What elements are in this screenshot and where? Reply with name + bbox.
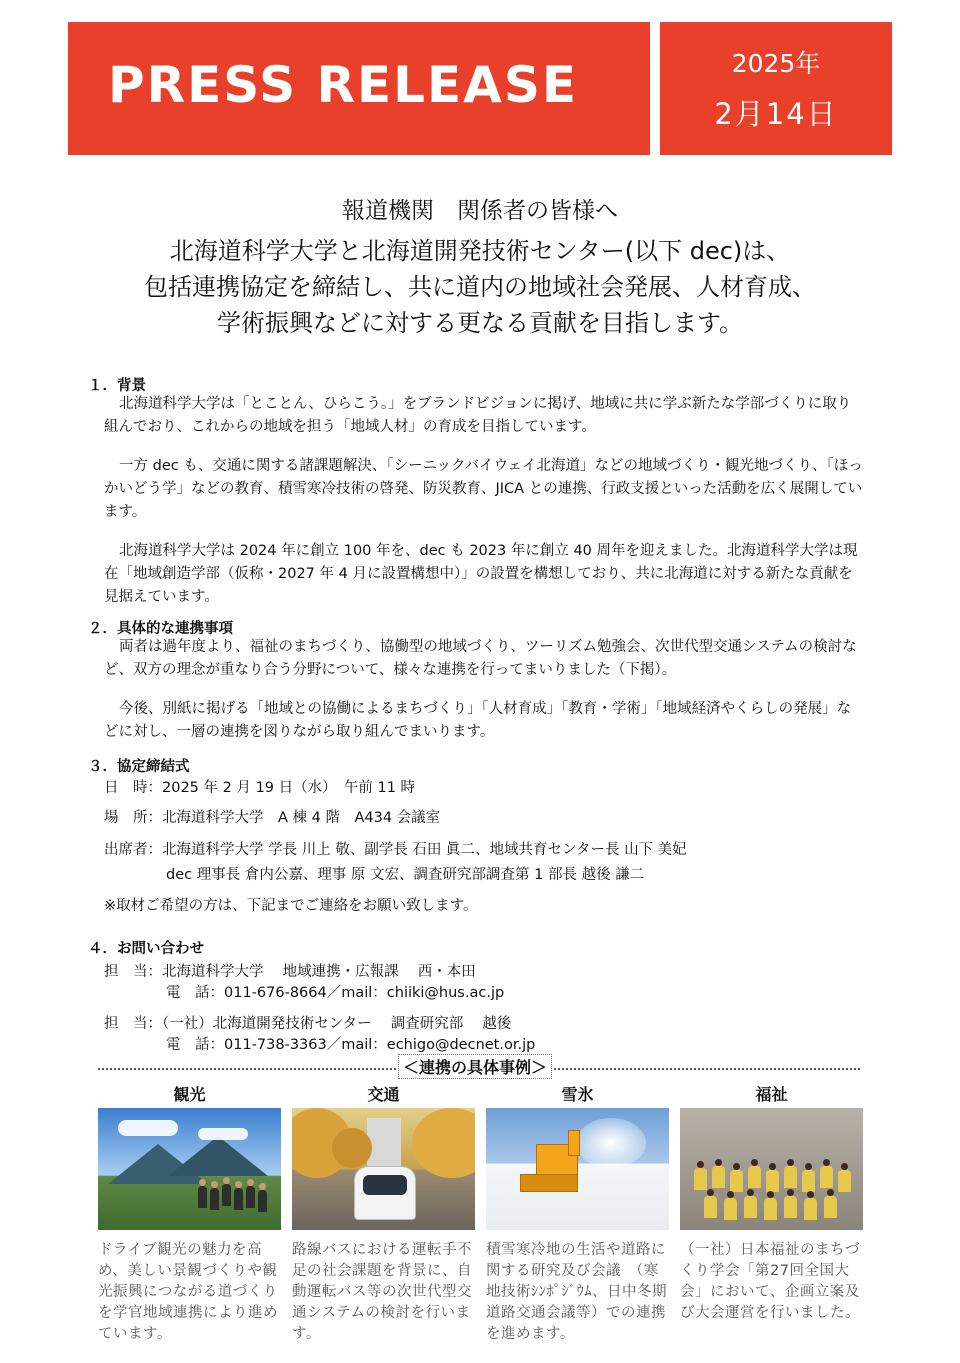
contact-2-person: 担 当：（一社）北海道開発技術センター 調査研究部 越後: [104, 1016, 512, 1032]
background-paragraph-2: 一方 dec も、交通に関する諸課題解決、「シーニックバイウェイ北海道」などの地域づくり・観光地づくり、「ほっかいどう学」などの教育、積雪寒冷技術の啓発、防災教育、JICA との連携、行政支援といった活動を広く展開しています。: [104, 458, 863, 520]
background-paragraph-1: 北海道科学大学は「とことん、ひらこう。」をブランドビジョンに掲げ、地域に共に学ぶ新たな学部づくりに取り組んでおり、これからの地域を担う「地域人材」の育成を目指しています。: [104, 396, 852, 435]
headline: [0, 233, 960, 341]
section-ceremony-title: ３．協定締結式: [88, 759, 190, 775]
example-snow-ice-title: 雪氷: [561, 1085, 594, 1104]
salutation: 報道機関 関係者の皆様へ: [342, 198, 618, 224]
press-release-title: PRESS RELEASE: [108, 56, 579, 114]
example-transport-text: 路線バスにおける運転手不足の社会課題を背景に、自動運転バス等の次世代型交通システムの検討を行います。: [292, 1242, 472, 1342]
example-tourism-text: ドライブ観光の魅力を高め、美しい景観づくりや観光振興につながる道づくりを学官地域連携により進めています。: [98, 1242, 278, 1342]
example-tourism-title: 観光: [173, 1085, 206, 1104]
cooperation-paragraph-1: 両者は過年度より、福祉のまちづくり、協働型の地域づくり、ツーリズム勉強会、次世代型交通システムの検討など、双方の理念が重なり合う分野について、様々な連携を行ってまいりました（下掲）。: [104, 639, 857, 678]
ceremony-attendees-2: dec 理事長 倉内公嘉、理事 原 文宏、調査研究部調査第 1 部長 越後 謙二: [166, 867, 645, 883]
example-snow-ice-photo: [486, 1108, 669, 1230]
example-transport: [292, 1082, 475, 1345]
background-paragraph-3: 北海道科学大学は 2024 年に創立 100 年を、dec も 2023 年に創立 40 周年を迎えました。北海道科学大学は現在「地域創造学部（仮称・2027 年 4 月に設置構想中）」の設置を構想しており、共に北海道に対する新たな貢献を見据えています。: [104, 543, 858, 605]
ceremony-place: 場 所：北海道科学大学 A 棟 4 階 A434 会議室: [104, 810, 441, 826]
example-snow-ice-text: 積雪寒冷地の生活や道路に関する研究及び会議 （寒地技術ｼﾝﾎﾟｼﾞｳﾑ、日中冬期道路交通会議等）での連携を進めます。: [486, 1242, 667, 1342]
example-welfare-text: （一社）日本福祉のまちづくり学会「第27回全国大会」において、企画立案及び大会運営を行いました。: [680, 1242, 860, 1321]
example-transport-photo: [292, 1108, 475, 1230]
release-date-year: 2025年: [731, 49, 821, 78]
headline-line-1: 北海道科学大学と北海道開発技術センター(以下 dec)は、: [169, 237, 791, 265]
ceremony-note: ※取材ご希望の方は、下記までご連絡をお願い致します。: [104, 898, 478, 914]
cooperation-paragraph-2: 今後、別紙に掲げる「地域との協働によるまちづくり」「人材育成」「教育・学術」「地域経済やくらしの発展」などに対し、一層の連携を図りながら取り組んでまいります。: [104, 701, 852, 740]
section-background-title: １．背景: [88, 378, 146, 394]
release-date-box: [660, 22, 892, 155]
release-date-day: 2月14日: [714, 97, 838, 131]
example-welfare-title: 福祉: [755, 1085, 788, 1104]
section-cooperation-title: ２．具体的な連携事項: [88, 621, 233, 637]
headline-line-3: 学術振興などに対する更なる貢献を目指します。: [216, 309, 744, 337]
contact-1-phone-mail: 電 話：011-676-8664／mail：chiiki@hus.ac.jp: [166, 985, 505, 1001]
example-welfare: [680, 1082, 863, 1324]
ceremony-datetime: 日 時：2025 年 2 月 19 日（水） 午前 11 時: [104, 780, 416, 796]
example-tourism-photo: [98, 1108, 281, 1230]
headline-line-2: 包括連携協定を締結し、共に道内の地域社会発展、人材育成、: [144, 273, 816, 301]
ceremony-attendees-1: 出席者：北海道科学大学 学長 川上 敬、副学長 石田 眞二、地域共育センター長 山下 美妃: [104, 842, 687, 858]
contact-1-person: 担 当：北海道科学大学 地域連携・広報課 西・本田: [104, 964, 476, 980]
section-contact-title: ４．お問い合わせ: [88, 941, 204, 957]
example-snow-ice: [486, 1082, 669, 1345]
example-tourism: [98, 1082, 281, 1345]
example-transport-title: 交通: [367, 1085, 400, 1104]
examples-title: ＜連携の具体事例＞: [398, 1054, 552, 1079]
press-release-banner: [68, 22, 650, 155]
contact-2-phone-mail: 電 話：011-738-3363／mail：echigo@decnet.or.jp: [166, 1037, 536, 1053]
example-welfare-photo: [680, 1108, 863, 1230]
